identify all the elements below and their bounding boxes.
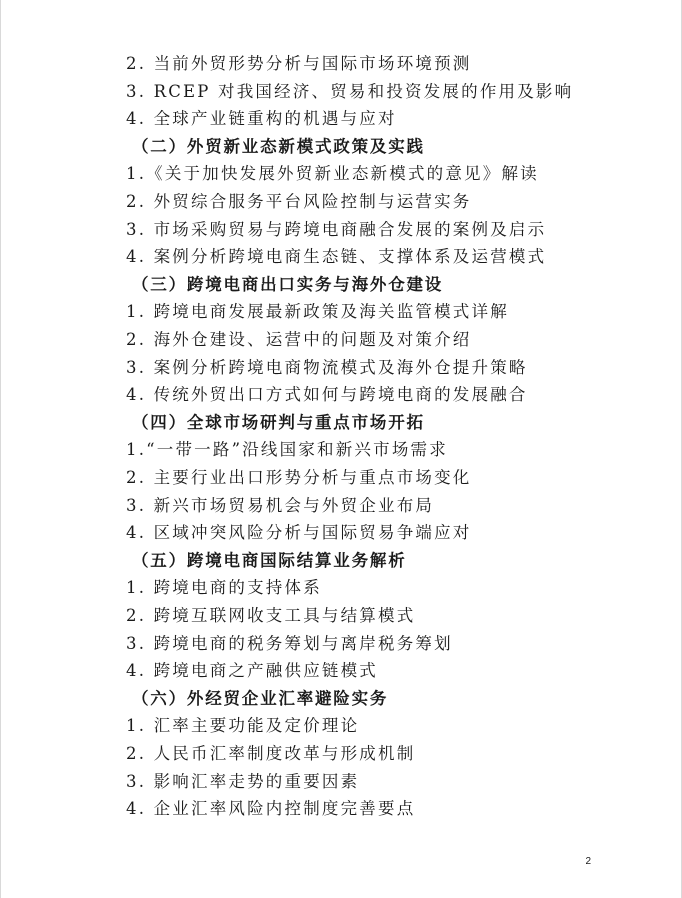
list-item: 3. RCEP 对我国经济、贸易和投资发展的作用及影响 bbox=[126, 81, 574, 101]
section-heading: （四）全球市场研判与重点市场开拓 bbox=[132, 412, 425, 432]
list-item: 1. 跨境电商发展最新政策及海关监管模式详解 bbox=[126, 302, 509, 322]
section-heading: （二）外贸新业态新模式政策及实践 bbox=[132, 136, 425, 156]
section-heading: （三）跨境电商出口实务与海外仓建设 bbox=[132, 274, 444, 294]
list-item: 1.《关于加快发展外贸新业态新模式的意见》解读 bbox=[126, 164, 539, 184]
list-item: 4. 区域冲突风险分析与国际贸易争端应对 bbox=[126, 523, 472, 543]
list-item: 3. 新兴市场贸易机会与外贸企业布局 bbox=[126, 495, 435, 515]
list-item: 4. 全球产业链重构的机遇与应对 bbox=[126, 109, 397, 129]
list-item: 2. 主要行业出口形势分析与重点市场变化 bbox=[126, 468, 472, 487]
list-item: 2. 外贸综合服务平台风险控制与运营实务 bbox=[126, 192, 472, 211]
list-item: 3. 影响汇率走势的重要因素 bbox=[126, 771, 360, 791]
list-item: 3. 市场采购贸易与跨境电商融合发展的案例及启示 bbox=[126, 219, 547, 239]
list-item: 2. 人民币汇率制度改革与形成机制 bbox=[126, 744, 416, 763]
list-item: 4. 案例分析跨境电商生态链、支撑体系及运营模式 bbox=[126, 247, 547, 267]
list-item: 4. 传统外贸出口方式如何与跨境电商的发展融合 bbox=[126, 385, 528, 405]
list-item: 2. 海外仓建设、运营中的问题及对策介绍 bbox=[126, 330, 472, 349]
list-item: 4. 企业汇率风险内控制度完善要点 bbox=[126, 799, 416, 819]
list-item: 3. 跨境电商的税务筹划与离岸税务筹划 bbox=[126, 633, 453, 653]
section-heading: （六）外经贸企业汇率避险实务 bbox=[132, 688, 389, 708]
list-item: 2. 跨境互联网收支工具与结算模式 bbox=[126, 606, 416, 625]
list-item: 1. 汇率主要功能及定价理论 bbox=[126, 716, 360, 736]
list-item: 1.“一带一路”沿线国家和新兴市场需求 bbox=[126, 440, 448, 460]
section-heading: （五）跨境电商国际结算业务解析 bbox=[132, 550, 407, 570]
list-item: 3. 案例分析跨境电商物流模式及海外仓提升策略 bbox=[126, 357, 528, 377]
list-item: 2. 当前外贸形势分析与国际市场环境预测 bbox=[126, 54, 472, 73]
list-item: 1. 跨境电商的支持体系 bbox=[126, 578, 322, 598]
list-item: 4. 跨境电商之产融供应链模式 bbox=[126, 661, 378, 681]
page-number: 2 bbox=[585, 856, 591, 867]
